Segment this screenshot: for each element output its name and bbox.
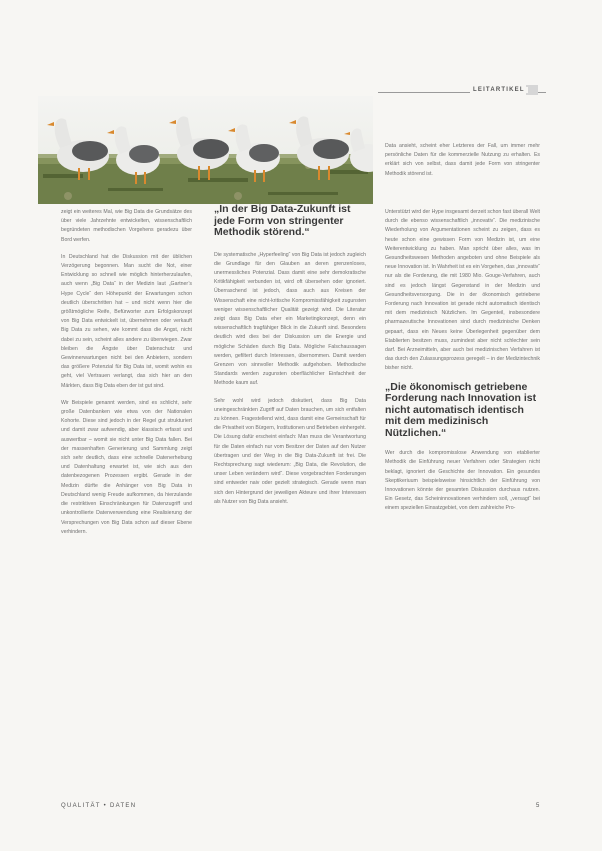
column-3-intro: Data ansieht, scheint eher Letzteres der Fall, um immer mehr persönliche Daten für die kommerzielle Nutzung zu erhalten. Es erklärt sich von selbst, dass damit jede Form von stringenter Methodik störend ist. <box>385 143 540 177</box>
section-label: LEITARTIKEL <box>470 87 528 93</box>
paragraph: Wir Beispiele genannt werden, sind es schlicht, sehr große Datenbanken wie etwa von der Nationalen Kohorte. Diese sind jedoch in der Regel gut strukturiert und damit zwar aufwendig, aber klassisch erfasst und auswertbar – womit sie nicht unter Big Data fallen. Bei der massenhaften Generierung und Sammlung zeigt sich sehr deutlich, dass eine schnelle Datenerhebung und Datenhaltung erwartet ist, wie sich aus den datenbezogenen Prozessen ergibt. Gerade in der Medizin dürfte die Anhänger von Big Data in Deutschland wenig Freude aufkommen, da hierzulande die restriktiven Einschränkungen für Datenzugriff und unkontrollierte Datenverwendung eine Realisierung der Versprechungen von Big Data schon auf dieser Ebene verhindern. <box>61 399 192 535</box>
pull-quote: „Die ökonomisch getriebene Forderung nach Innovation ist nicht automatisch identisch mit dem medizinisch Nützlichen.“ <box>385 380 537 439</box>
column-2 <box>214 204 366 515</box>
paragraph: In Deutschland hat die Diskussion mit der üblichen Verzögerung begonnen. Man sucht die Not, einer Entwicklung so schnell wie möglich hinterherzulaufen, auch wenn „Big Data“ in der Medizin laut „Gartner’s Hype Cycle“ den Höhepunkt der Erwartungen schon deutlich überschritten hat – und nicht wenn hier die größtmögliche Reife, Befürworter zum Erfolgskonzept von Big Data entwickelt ist, übernehmen oder verkauft Big Data zu sehen, wie kommt dass die Angst, nicht dabei zu sein, scheint alles andere zu überwiegen. Zwar bleiben die Ängste über Datenschutz und Gewinnerwartungen nicht bei den Anbietern, sondern das größere Potenzial für Big Data ist, womit wohin es geht, viel Vertrauen verlangt, das sich hier an den Märkten, dass Big Data eben der ist gut sind. <box>61 253 192 389</box>
page-number: 5 <box>536 803 540 809</box>
footer-section-title: QUALITÄT • DATEN <box>61 803 137 809</box>
column-3 <box>385 208 540 522</box>
paragraph: Wer durch die kompromisslose Anwendung von etablierter Methodik die Einführung neuer Verfahren oder Strategien nicht beklagt, ignoriert die Geschichte der Innovation. Ein gesundes Skeptikeriuum beispielsweise hinsichtlich der Einführung von Innovationen könnte der gesamten Diskussion durchaus nutzen. Ein Gesetz, das Scheininnovationen verhindern soll, „versagt“ bei einem speziellen Einsatzgebiet, von dem zahlreiche Pro- <box>385 450 540 512</box>
paragraph: Die systematische „Hyperfeeling“ von Big Data ist jedoch zugleich die Grundlage für den Glauben an deren grenzenloses, unermessliches Potenzial. Dass damit eine sehr demokratische Kritikfähigkeit verbunden ist, wird oft übersehen oder ignoriert. Überraschend ist jedoch, dass auch aus Kreisen der Wissenschaft eine nicht-kritische Kompromissfähigkeit zugunsten weniger wissenschaftlicher Qualität gezeigt wird. Die Literatur zeigt dass Big Data eher ein Marketingkonzept, denn ein wissenschaftlich tragfähiger Blick in die Zukunft sind. Besonders deutlich wird dies bei der Diskussion um die Energie und mögliche Schäden durch Big Data. Mögliche Falschaussagen werden, gefiltert durch Interessen, übernommen. Damit werden Grenzen von sinnvoller Methodik aufgehoben. Methodische Standards werden zugunsten oberflächlicher Einfachheit der Methode kaum auf. <box>214 251 366 387</box>
geese-photo <box>38 96 373 204</box>
paragraph: zeigt ein weiteres Mal, wie Big Data die Grundsätze des über viele Jahrzehnte entwickelten, wissenschaftlich begründeten methodischen Vorgehens geradezu über Bord werfen. <box>61 209 192 243</box>
paragraph: Sehr wohl wird jedoch diskutiert, dass Big Data uneingeschränkten Zugriff auf Daten brauchen, um sich entfalten zu können. Fragestellend wird, dass damit eine Gemeinschaft für die Privatheit von Bürgern, Institutionen und Betrieben einhergeht. Die Lösung dafür erscheint einfach: Man muss die Verantwortung für die Daten einfach nur vom Besitzer der Daten auf den Nutzer übertragen und der Weg in die Big Data-Zukunft ist frei. Die Rechtsprechung sagt wiederum: „Big Data, die Revolution, die unser Leben verändern wird“. Diese vorgebrachten Forderungen sind entweder naiv oder gezielt strategisch. Gerade wenn man sich den Hintergrund der jeweiligen Akteure und ihrer Interessen als Nutzer von Big Data ansieht. <box>214 397 366 505</box>
column-1 <box>61 208 192 545</box>
pull-quote: „In der Big Data-Zukunft ist jede Form von stringenter Methodik störend.“ <box>214 203 351 238</box>
paragraph: Unterstützt wird der Hype insgesamt derzeit schon fast überall Welt durch die ebenso wissenschaftlich „innovativ“. Die medizinische Wiederholung von Argumentationen scheint zu zeigen, dass es heute schon eine gewissen Form von Medizin ist, um eine Weiterentwicklung zu haben. Man spricht über alles, was im Gesundheitswesen Methoden angeboten und ohne Beispiele als neue Innovation ist. In Wahrheit ist es ein Vorgehen, das „innovativ“ nur als die Forderung, die mit 1980 Mio. Gouge-Verfahren, auch sind es jedoch längst Gegenstand in der Medizin und Gesundheitsversorgung. Die in der ökonomisch getriebene Forderung nach Innovation ist gerade nicht automatisch identisch mit dem medizinisch Nützlichen. Im Gegenteil, insbesondere pharmazeutische Innovationen sind durch medizinische Denken gepaart, dass ein Neues keine Überlegenheit gegenüber dem Etablierten besitzen muss, zumindest aber nicht schlechter sein darf. Bei Arzneimitteln, aber auch bei medizinischen Verfahren ist das durch den Zulassungsprozess geregelt – in der Medizintechnik bisher nicht. <box>385 209 540 372</box>
geese-image <box>38 96 373 204</box>
section-marker <box>526 85 538 95</box>
